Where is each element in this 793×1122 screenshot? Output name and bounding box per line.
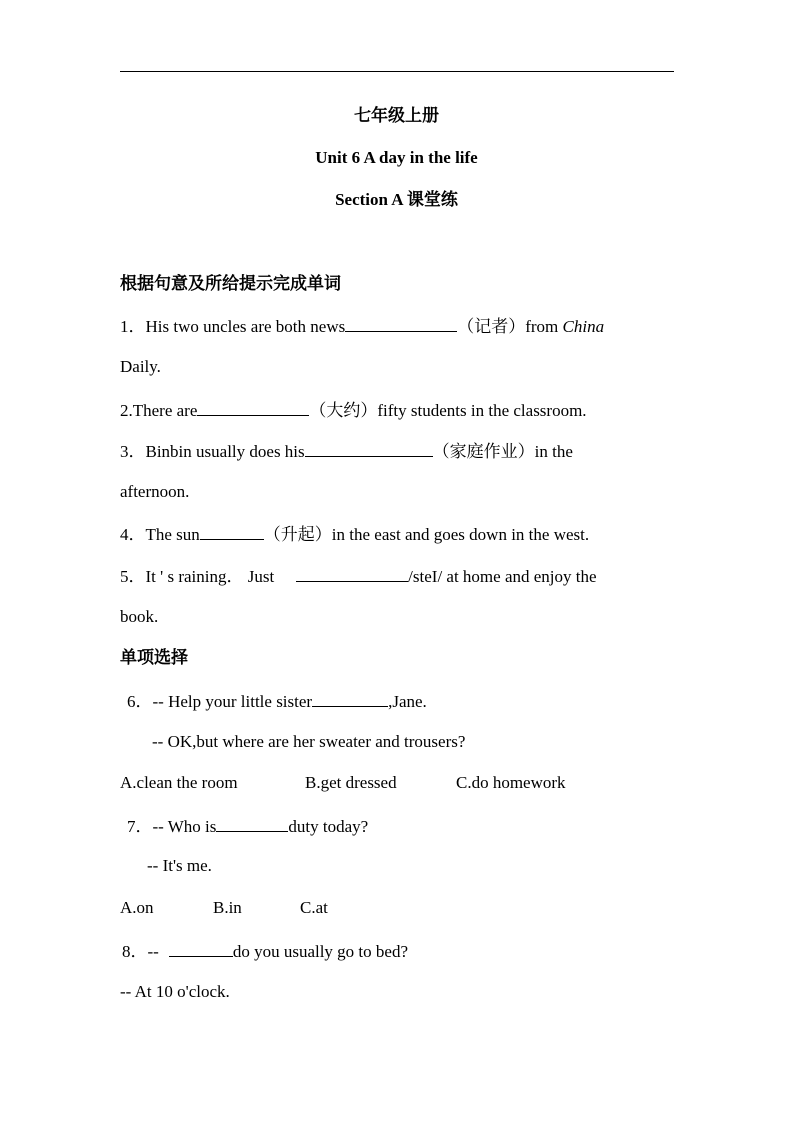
- question-5: [120, 565, 597, 587]
- question-3-continued: afternoon.: [120, 482, 190, 501]
- answer-blank-1[interactable]: [345, 315, 457, 332]
- answer-blank-5[interactable]: [296, 565, 408, 582]
- question-6-reply: -- OK,but where are her sweater and trousers?: [152, 732, 466, 751]
- question-2: [120, 399, 587, 421]
- part1-heading: 根据句意及所给提示完成单词: [120, 274, 341, 293]
- option-6c[interactable]: C.do homework: [456, 773, 566, 792]
- question-2-hint: （大约）fifty students in the classroom.: [309, 401, 587, 420]
- option-7a[interactable]: A.on: [120, 898, 154, 917]
- question-6: [127, 690, 427, 712]
- question-7-text: 7．-- Who is: [127, 817, 217, 836]
- answer-blank-4[interactable]: [200, 523, 264, 540]
- part2-heading: 单项选择: [120, 648, 188, 667]
- question-1-italic: China: [562, 317, 605, 336]
- question-8-text: 8．--: [122, 942, 159, 961]
- unit-title: Unit 6 A day in the life: [315, 148, 478, 167]
- option-6b[interactable]: B.get dressed: [305, 773, 397, 792]
- question-1-continued: Daily.: [120, 357, 161, 376]
- question-2-text: 2.There are: [120, 401, 198, 420]
- option-7b[interactable]: B.in: [213, 898, 242, 917]
- answer-blank-8[interactable]: [169, 940, 233, 957]
- question-4: [120, 523, 589, 545]
- question-5-text: 5．It ' s raining． Just: [120, 567, 275, 586]
- question-6-post: ,Jane.: [388, 692, 427, 711]
- question-7-post: duty today?: [288, 817, 369, 836]
- question-3-hint: （家庭作业）in the: [432, 442, 573, 461]
- option-6a[interactable]: A.clean the room: [120, 773, 238, 792]
- question-5-hint: /steI/ at home and enjoy the: [408, 567, 597, 586]
- answer-blank-3[interactable]: [305, 440, 433, 457]
- question-8-post: do you usually go to bed?: [232, 942, 408, 961]
- grade-title: 七年级上册: [354, 106, 439, 125]
- answer-blank-7[interactable]: [216, 815, 288, 832]
- question-8: [122, 940, 408, 962]
- question-1: [120, 315, 604, 337]
- question-5-continued: book.: [120, 607, 159, 626]
- question-7: [127, 815, 368, 837]
- question-1-text: 1．His two uncles are both news: [120, 317, 346, 336]
- answer-blank-2[interactable]: [197, 399, 309, 416]
- question-7-reply: -- It's me.: [147, 856, 212, 875]
- question-4-hint: （升起）in the east and goes down in the west.: [263, 525, 590, 544]
- question-4-text: 4．The sun: [120, 525, 200, 544]
- question-6-text: 6．-- Help your little sister: [127, 692, 313, 711]
- option-7c[interactable]: C.at: [300, 898, 328, 917]
- question-8-reply: -- At 10 o'clock.: [120, 982, 230, 1001]
- question-3-text: 3．Binbin usually does his: [120, 442, 305, 461]
- answer-blank-6[interactable]: [312, 690, 388, 707]
- question-3: [120, 440, 573, 462]
- section-title: Section A 课堂练: [335, 190, 458, 209]
- header-rule: [120, 71, 674, 72]
- question-1-hint: （记者）from: [457, 317, 563, 336]
